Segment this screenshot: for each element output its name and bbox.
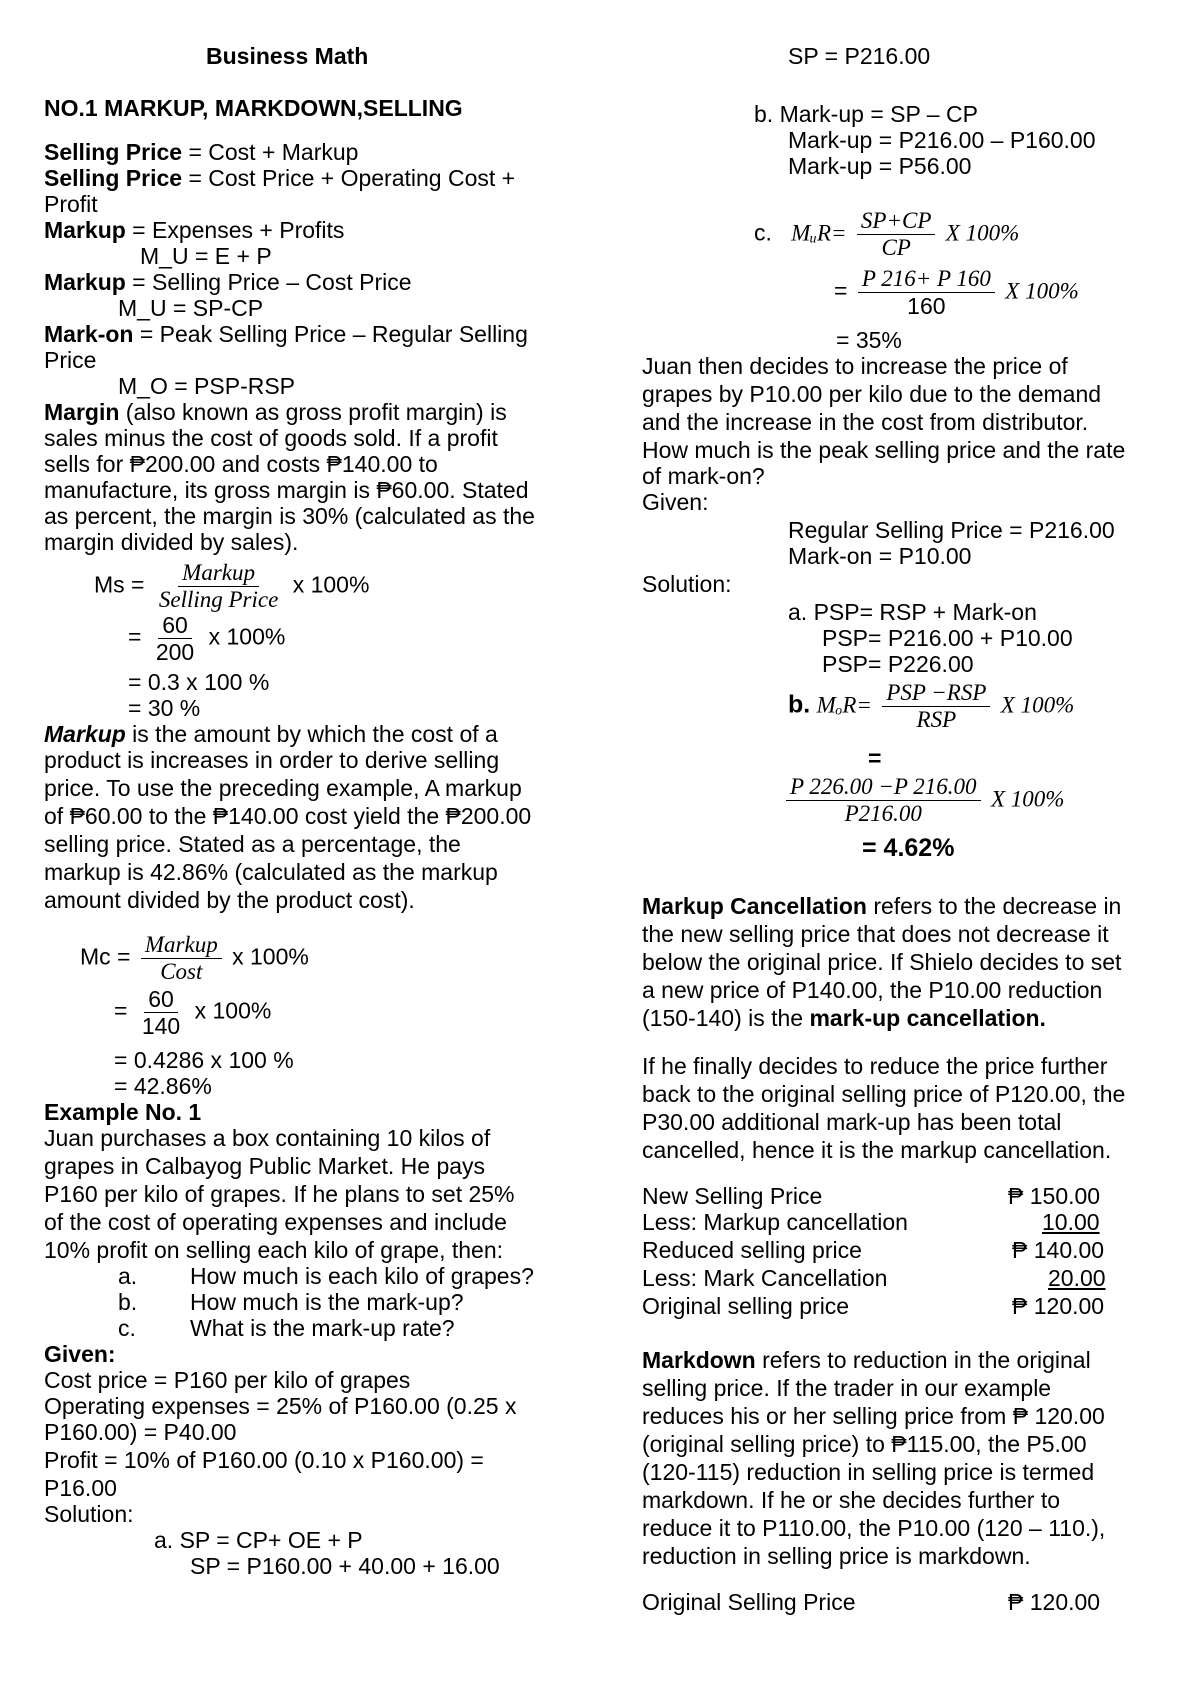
table-row-label: Original selling price <box>642 1293 850 1319</box>
juan-line: Juan then decides to increase the price of <box>642 353 1068 379</box>
table-row-amount: ₱ 140.00 <box>1012 1237 1105 1263</box>
markup-rate-result: = 35% <box>836 327 902 353</box>
question-text: How much is the mark-up? <box>190 1289 464 1315</box>
question-text: What is the mark-up rate? <box>190 1315 455 1341</box>
psp-line-3: PSP= P226.00 <box>822 651 974 677</box>
solution-label: Solution: <box>44 1501 134 1527</box>
given-label: Given: <box>44 1341 116 1367</box>
markup-rate-step-1: = $\frac{P 216+ P 160}{160}$ X 100% <box>834 266 1079 319</box>
finally-line: cancelled, hence it is the markup cancellation. <box>642 1137 1112 1163</box>
example-line: P160 per kilo of grapes. If he plans to set 25% <box>44 1181 515 1207</box>
mc-formula: Mc = $\frac{\text{Markup}}{\text{Cost}}$ x 100% <box>80 932 309 984</box>
table-row-amount: 20.00 <box>1048 1265 1106 1291</box>
markon-def: Mark-on = Peak Selling Price – Regular Selling <box>44 321 528 347</box>
markdown-def-line: reduction in selling price is markdown. <box>642 1543 1031 1569</box>
cancel-def-line: Markup Cancellation refers to the decrease in <box>642 893 1122 919</box>
given-line: P16.00 <box>44 1475 117 1501</box>
table-row-label: New Selling Price <box>642 1183 823 1209</box>
markon-formula: M_O = PSP-RSP <box>118 373 296 399</box>
selling-price-def-2-cont: Profit <box>44 191 98 217</box>
mc-step-3: = 42.86% <box>114 1073 212 1099</box>
given-line: P160.00) = P40.00 <box>44 1419 237 1445</box>
markup-b-line-1: b. Mark-up = SP – CP <box>754 101 978 127</box>
selling-price-def-2: Selling Price = Cost Price + Operating Cost + <box>44 165 516 191</box>
given-markon: Mark-on = P10.00 <box>788 543 972 569</box>
markup-long-def-line: price. To use the preceding example, A markup <box>44 775 522 801</box>
markdown-def-line: selling price. If the trader in our example <box>642 1375 1052 1401</box>
markup-long-def-line: of ₱60.00 to the ₱140.00 cost yield the ₱200.00 <box>44 803 532 829</box>
given-line: Profit = 10% of P160.00 (0.10 x P160.00) = <box>44 1447 484 1473</box>
table-row-amount: ₱ 150.00 <box>1008 1183 1101 1209</box>
ms-step-2: = 0.3 x 100 % <box>128 669 270 695</box>
markup-long-def-line: selling price. Stated as a percentage, the <box>44 831 461 857</box>
markdown-def-line: reduce it to P110.00, the P10.00 (120 – 110.), <box>642 1515 1106 1541</box>
markup-long-def-line: amount divided by the product cost). <box>44 887 415 913</box>
example-line: of the cost of operating expenses and include <box>44 1209 507 1235</box>
table-row-label: Reduced selling price <box>642 1237 862 1263</box>
markup-def-1: Markup = Expenses + Profits <box>44 217 345 243</box>
markup-rate-formula: c. MᵤR= $\frac{SP+CP}{CP}$ X 100% <box>754 208 1020 260</box>
sp-total: SP = P216.00 <box>788 43 931 69</box>
margin-def-line: sells for ₱200.00 and costs ₱140.00 to <box>44 451 438 477</box>
original-selling-price-label: Original Selling Price <box>642 1589 856 1615</box>
solution-a-line-1: a. SP = CP+ OE + P <box>154 1527 363 1553</box>
markup-def-2: Markup = Selling Price – Cost Price <box>44 269 412 295</box>
markdown-def-line: (120-115) reduction in selling price is termed <box>642 1459 1095 1485</box>
markup-b-line-2: Mark-up = P216.00 – P160.00 <box>788 127 1096 153</box>
ms-step-1: = $\frac{60}{200}$ x 100% <box>128 612 286 665</box>
cancel-def-line: below the original price. If Shielo decides to set <box>642 949 1122 975</box>
juan-line: and the increase in the cost from distributor. <box>642 409 1089 435</box>
solution-label: Solution: <box>642 571 732 597</box>
markon-def-cont: Price <box>44 347 97 373</box>
markup-formula-1: M_U = E + P <box>140 243 272 269</box>
finally-line: back to the original selling price of P120.00, the <box>642 1081 1126 1107</box>
markdown-def-line: reduces his or her selling price from ₱ 120.00 <box>642 1403 1105 1429</box>
question-text: How much is each kilo of grapes? <box>190 1263 534 1289</box>
cancel-def-line: the new selling price that does not decrease it <box>642 921 1109 947</box>
ms-step-3: = 30 % <box>128 695 201 721</box>
example-heading: Example No. 1 <box>44 1099 202 1125</box>
solution-a-line-2: SP = P160.00 + 40.00 + 16.00 <box>190 1553 500 1579</box>
markup-b-line-3: Mark-up = P56.00 <box>788 153 972 179</box>
finally-line: P30.00 additional mark-up has been total <box>642 1109 1062 1135</box>
page-title: Business Math <box>206 43 369 69</box>
table-row-amount: ₱ 120.00 <box>1012 1293 1105 1319</box>
juan-line: of mark-on? <box>642 463 765 489</box>
example-line: 10% profit on selling each kilo of grape, then: <box>44 1237 504 1263</box>
markup-long-def-line: markup is 42.86% (calculated as the markup <box>44 859 498 885</box>
mc-step-2: = 0.4286 x 100 % <box>114 1047 294 1073</box>
juan-line: grapes by P10.00 per kilo due to the demand <box>642 381 1102 407</box>
cancel-def-line: (150-140) is the mark-up cancellation. <box>642 1005 1046 1031</box>
margin-def-line: Margin (also known as gross profit margin) is <box>44 399 507 425</box>
given-label: Given: <box>642 489 709 515</box>
margin-def-line: as percent, the margin is 30% (calculated as the <box>44 503 535 529</box>
psp-line-2: PSP= P216.00 + P10.00 <box>822 625 1073 651</box>
juan-line: How much is the peak selling price and the rate <box>642 437 1126 463</box>
section-heading: NO.1 MARKUP, MARKDOWN,SELLING <box>44 95 463 121</box>
original-selling-price-amount: ₱ 120.00 <box>1008 1589 1101 1615</box>
margin-def-line: sales minus the cost of goods sold. If a profit <box>44 425 498 451</box>
question-letter: b. <box>118 1289 138 1315</box>
margin-def-line: manufacture, its gross margin is ₱60.00. Stated <box>44 477 529 503</box>
markon-rate-formula: b. MₒR= $\frac{\text{PSP −RSP}}{\text{RSP}}$ X 100% <box>788 680 1075 732</box>
markup-formula-2: M_U = SP-CP <box>118 295 264 321</box>
markup-long-def-line: product is increases in order to derive selling <box>44 747 500 773</box>
selling-price-def-1: Selling Price = Cost + Markup <box>44 139 359 165</box>
question-letter: c. <box>118 1315 136 1341</box>
given-line: Cost price = P160 per kilo of grapes <box>44 1367 411 1393</box>
table-row-label: Less: Mark Cancellation <box>642 1265 888 1291</box>
markon-rate-step: $\frac{P 226.00 -P 216.00}{P216.00}$ X 100% <box>782 774 1064 827</box>
given-line: Operating expenses = 25% of P160.00 (0.25 x <box>44 1393 517 1419</box>
example-line: grapes in Calbayog Public Market. He pays <box>44 1153 486 1179</box>
given-rsp: Regular Selling Price = P216.00 <box>788 517 1115 543</box>
markdown-def-line: Markdown refers to reduction in the original <box>642 1347 1091 1373</box>
table-row-label: Less: Markup cancellation <box>642 1209 908 1235</box>
example-line: Juan purchases a box containing 10 kilos of <box>44 1125 491 1151</box>
cancel-def-line: a new price of P140.00, the P10.00 reduction <box>642 977 1103 1003</box>
markon-rate-result: = 4.62% <box>862 834 955 862</box>
psp-line-1: a. PSP= RSP + Mark-on <box>788 599 1037 625</box>
question-letter: a. <box>118 1263 138 1289</box>
ms-formula: Ms = $\frac{\text{Markup}}{\text{Selling Price}}$ x 100% <box>94 560 370 612</box>
finally-line: If he finally decides to reduce the price further <box>642 1053 1108 1079</box>
markdown-def-line: markdown. If he or she decides further to <box>642 1487 1061 1513</box>
markdown-def-line: (original selling price) to ₱115.00, the P5.00 <box>642 1431 1087 1457</box>
margin-def-line: margin divided by sales). <box>44 529 299 555</box>
markon-rate-equals: = <box>868 745 882 771</box>
mc-step-1: = $\frac{60}{140}$ x 100% <box>114 986 272 1039</box>
markup-long-def-line: Markup is the amount by which the cost of a <box>44 721 498 747</box>
table-row-amount: 10.00 <box>1042 1209 1100 1235</box>
